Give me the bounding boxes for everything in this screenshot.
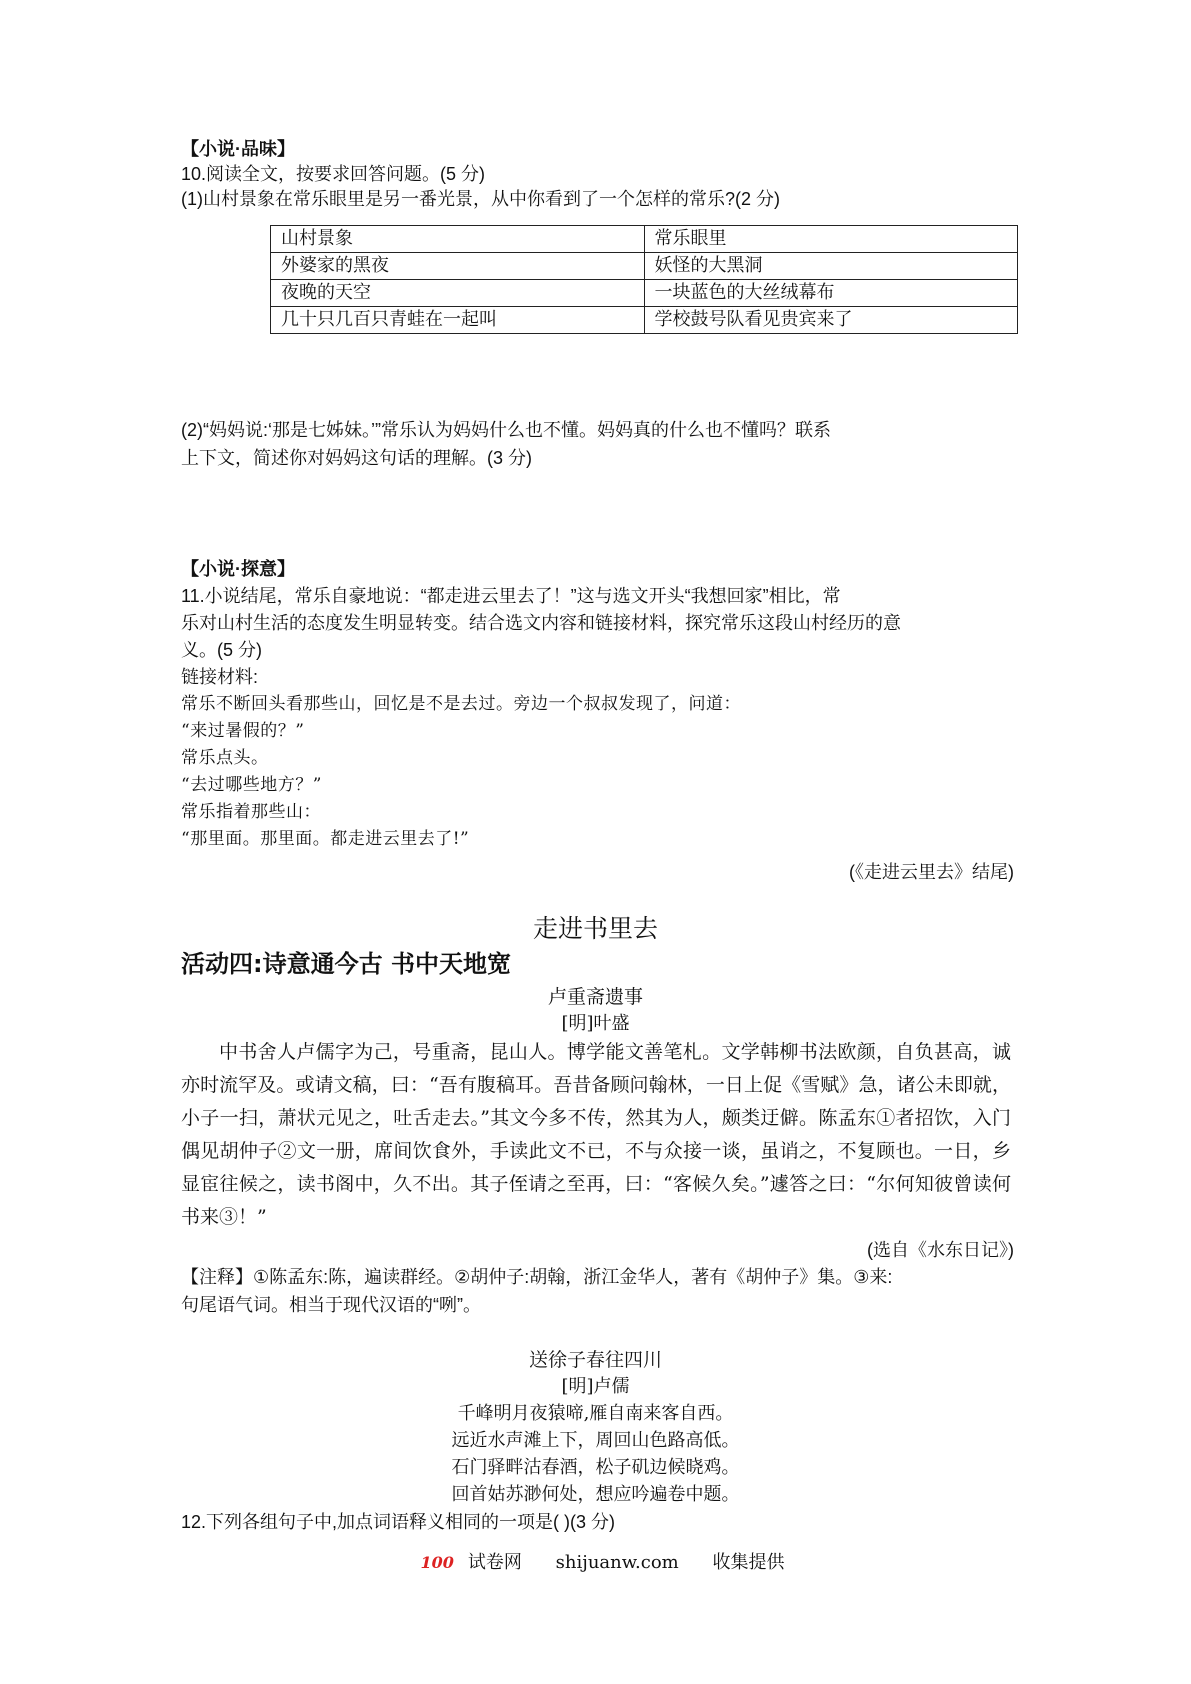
- page-footer: [0, 1548, 1191, 1574]
- link-line-emphasized: “那里面。那里面。都走进云里去了!”: [181, 829, 470, 849]
- question-10: 10.阅读全文，按要求回答问题。(5 分): [181, 164, 486, 184]
- annotation-line1: 【注释】①陈孟东:陈，遍读群经。②胡仲子:胡翰，浙江金华人，著有《胡仲子》集。③来:: [181, 1267, 893, 1287]
- classical-paragraph: 中书舍人卢儒字为己，号重斋，昆山人。博学能文善笔札。文学韩柳书法欧颜，自负甚高，诚亦时流罕及。或请文稿，曰：“吾有腹稿耳。吾昔备顾问翰林，一日上促《雪赋》急，诸公未即就，小子一扫，萧状元见之，吐舌走去。”其文今多不传，然其为人，颇类迂僻。陈孟东①者招饮，入门偶见胡仲子②文一册，席间饮食外，手读此文不已，不与众接一谈，虽诮之，不复顾也。一日，乡显宦往候之，读书阁中，久不出。其子侄请之至再，曰：“客候久矣。”遽答之曰：“尔何知彼曾读何书来③！”: [181, 1041, 1011, 1228]
- table-cell: 几十只几百只青蛙在一起叫: [271, 307, 645, 334]
- poem-author: [明]卢儒: [561, 1376, 630, 1397]
- link-line: 常乐点头。: [181, 748, 269, 768]
- logo-number: 100: [420, 1553, 454, 1572]
- question-11-line1: 11.小说结尾，常乐自豪地说：“都走进云里去了！”这与选文开头“我想回家”相比，常: [181, 586, 841, 606]
- table-cell: 一块蓝色的大丝绒幕布: [644, 280, 1018, 307]
- table-header-cell: 常乐眼里: [644, 226, 1018, 253]
- table-row: [271, 307, 1018, 334]
- poem-title: 送徐子春往四川: [528, 1349, 662, 1371]
- footer-credit: 收集提供: [712, 1552, 785, 1573]
- scenery-table: [270, 225, 1018, 334]
- table-row: [271, 253, 1018, 280]
- activity-title: 活动四:诗意通今古 书中天地宽: [181, 950, 511, 978]
- part-title: 走进书里去: [532, 914, 658, 943]
- table-cell: 学校鼓号队看见贵宾来了: [644, 307, 1018, 334]
- section-heading-pinwei: 【小说·品味】: [181, 139, 295, 159]
- link-material-label: 链接材料:: [181, 667, 259, 687]
- table-cell: 夜晚的天空: [271, 280, 645, 307]
- table-cell: 外婆家的黑夜: [271, 253, 645, 280]
- poem-line: 千峰明月夜猿啼,雁自南来客自西。: [457, 1403, 734, 1424]
- table-header-cell: 山村景象: [271, 226, 645, 253]
- link-line: “来过暑假的？”: [181, 721, 305, 741]
- link-line: “去过哪些地方？”: [181, 775, 322, 795]
- table-header-row: [271, 226, 1018, 253]
- question-10-2-line1: (2)“妈妈说:‘那是七姊妹。’”常乐认为妈妈什么也不懂。妈妈真的什么也不懂吗？联系: [181, 420, 831, 440]
- site-logo-icon: [407, 1552, 522, 1573]
- poem-line: 远近水声滩上下，周回山色路高低。: [451, 1430, 740, 1451]
- table-cell: 妖怪的大黑洞: [644, 253, 1018, 280]
- question-11-line2: 乐对山村生活的态度发生明显转变。结合选文内容和链接材料，探究常乐这段山村经历的意: [181, 613, 901, 633]
- annotation-line2: 句尾语气词。相当于现代汉语的“咧”。: [181, 1295, 481, 1315]
- classical-source: (选自《水东日记》): [867, 1240, 1014, 1260]
- site-domain: shijuanw.com: [555, 1552, 679, 1573]
- poem-line: 回首姑苏渺何处，想应吟遍卷中题。: [451, 1484, 740, 1505]
- link-line: 常乐指着那些山：: [181, 802, 321, 822]
- question-11-line3: 义。(5 分): [181, 640, 262, 660]
- question-10-2-line2: 上下文，简述你对妈妈这句话的理解。(3 分): [181, 448, 532, 468]
- classical-text-author: [明]叶盛: [561, 1013, 630, 1034]
- classical-text-title: 卢重斋遗事: [547, 986, 643, 1008]
- poem-line: 石门驿畔沽春酒，松子矶边候晓鸡。: [451, 1457, 740, 1478]
- question-10-1: (1)山村景象在常乐眼里是另一番光景，从中你看到了一个怎样的常乐?(2 分): [181, 189, 781, 209]
- question-12: 12.下列各组句子中,加点词语释义相同的一项是( )(3 分): [181, 1512, 616, 1532]
- table-row: [271, 280, 1018, 307]
- site-name: 试卷网: [467, 1552, 522, 1573]
- link-source: (《走进云里去》结尾): [849, 862, 1014, 882]
- link-line: 常乐不断回头看那些山，回忆是不是去过。旁边一个叔叔发现了，问道：: [181, 694, 741, 714]
- section-heading-tanyi: 【小说·探意】: [181, 559, 295, 579]
